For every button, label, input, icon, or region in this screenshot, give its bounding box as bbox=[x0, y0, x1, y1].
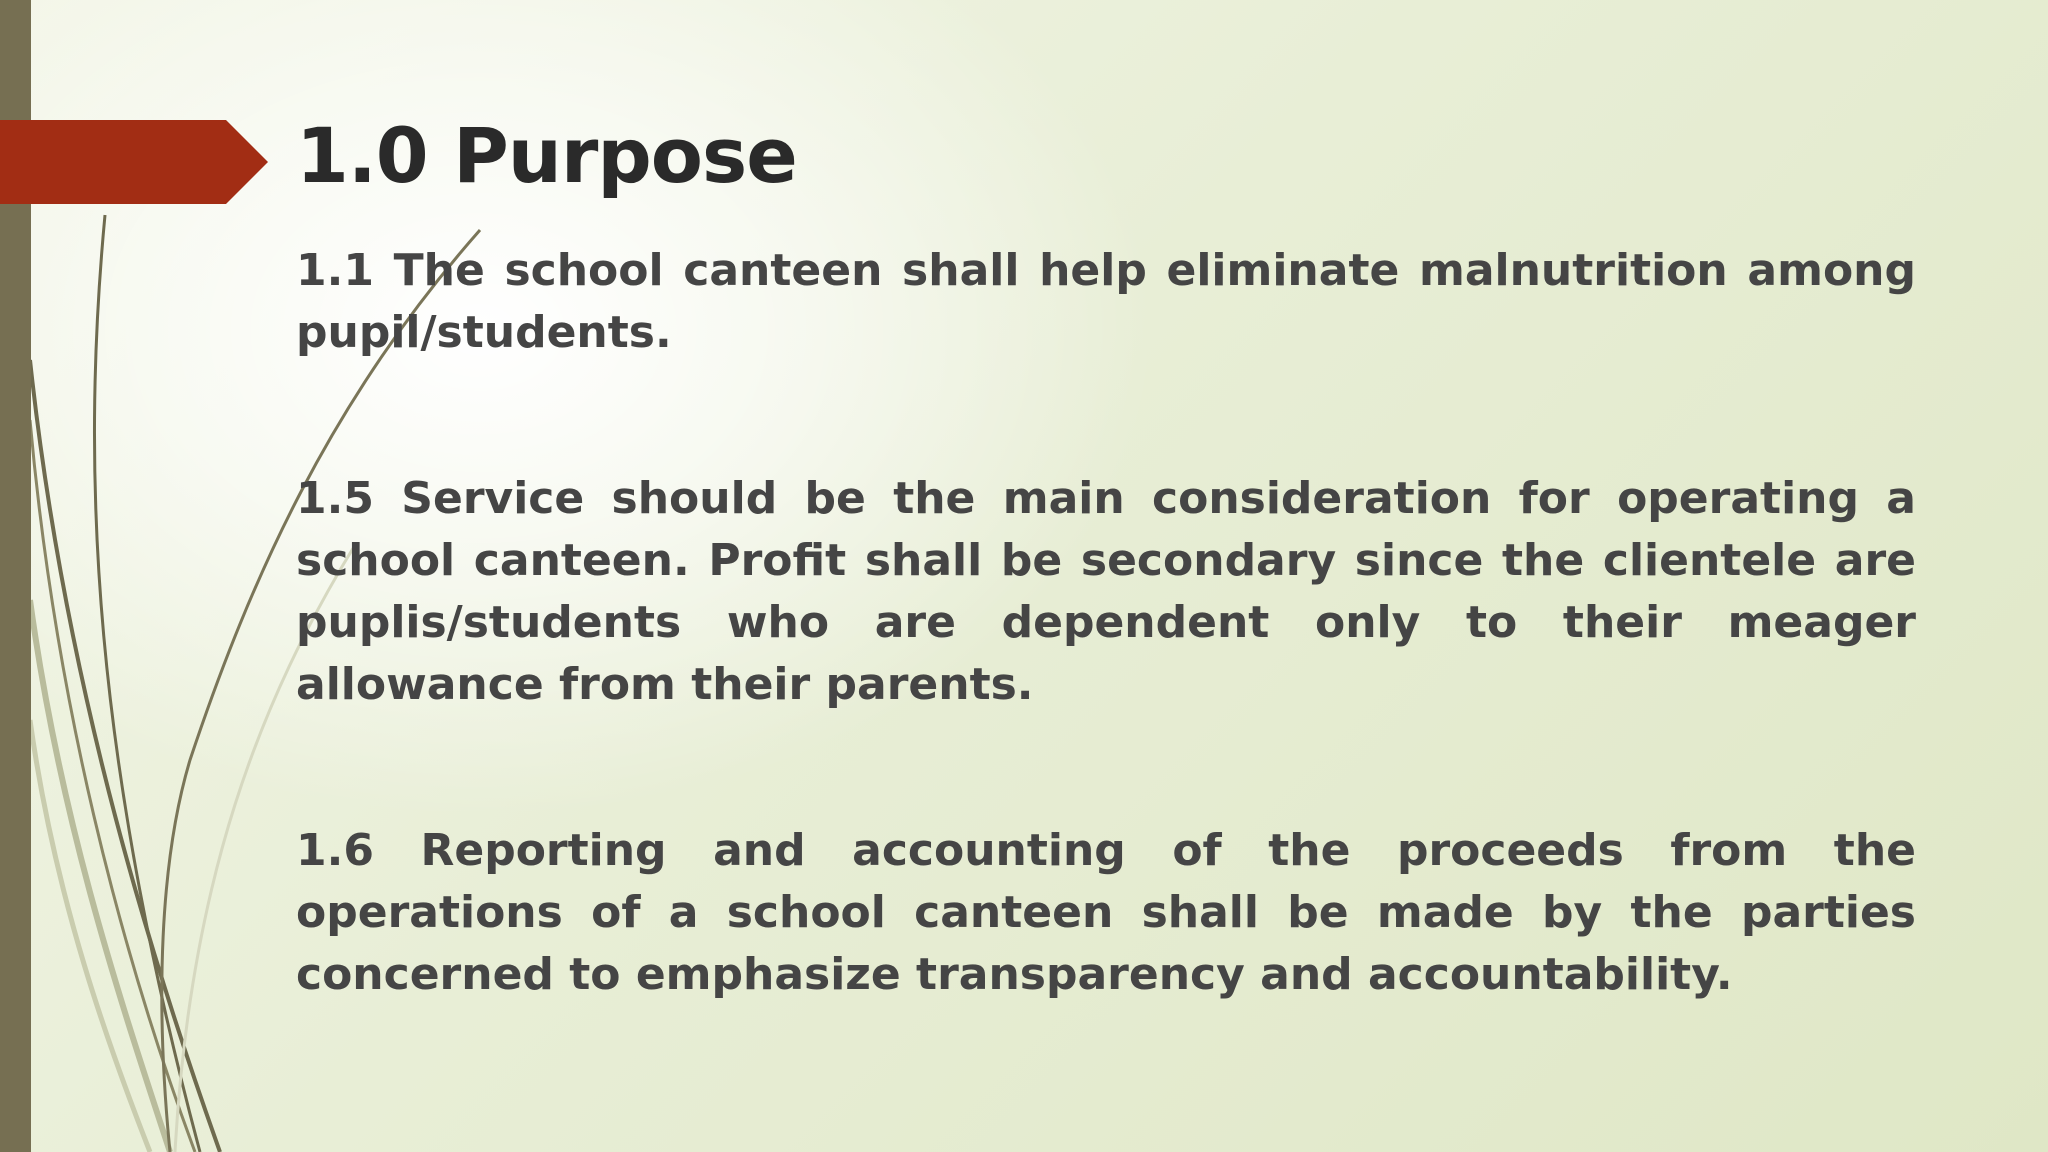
slide-body bbox=[296, 240, 1916, 1006]
page-title: 1.0 Purpose bbox=[296, 111, 797, 200]
paragraph-spacer bbox=[296, 716, 1916, 820]
paragraph-spacer bbox=[296, 364, 1916, 468]
paragraph-1-1: 1.1 The school canteen shall help eliminate malnutrition among pupil/students. bbox=[296, 245, 1916, 358]
swoosh-line bbox=[30, 720, 150, 1152]
paragraph-1-5: 1.5 Service should be the main consideration for operating a school canteen. Profit shall be secondary since the clientele are puplis/students who are dependent only to their meager allowance from their parents. bbox=[296, 473, 1916, 710]
paragraph-1-6: 1.6 Reporting and accounting of the proceeds from the operations of a school canteen shall be made by the parties concerned to emphasize transparency and accountability. bbox=[296, 825, 1916, 1000]
swoosh-line bbox=[30, 600, 170, 1152]
title-arrow-shape bbox=[0, 0, 270, 210]
